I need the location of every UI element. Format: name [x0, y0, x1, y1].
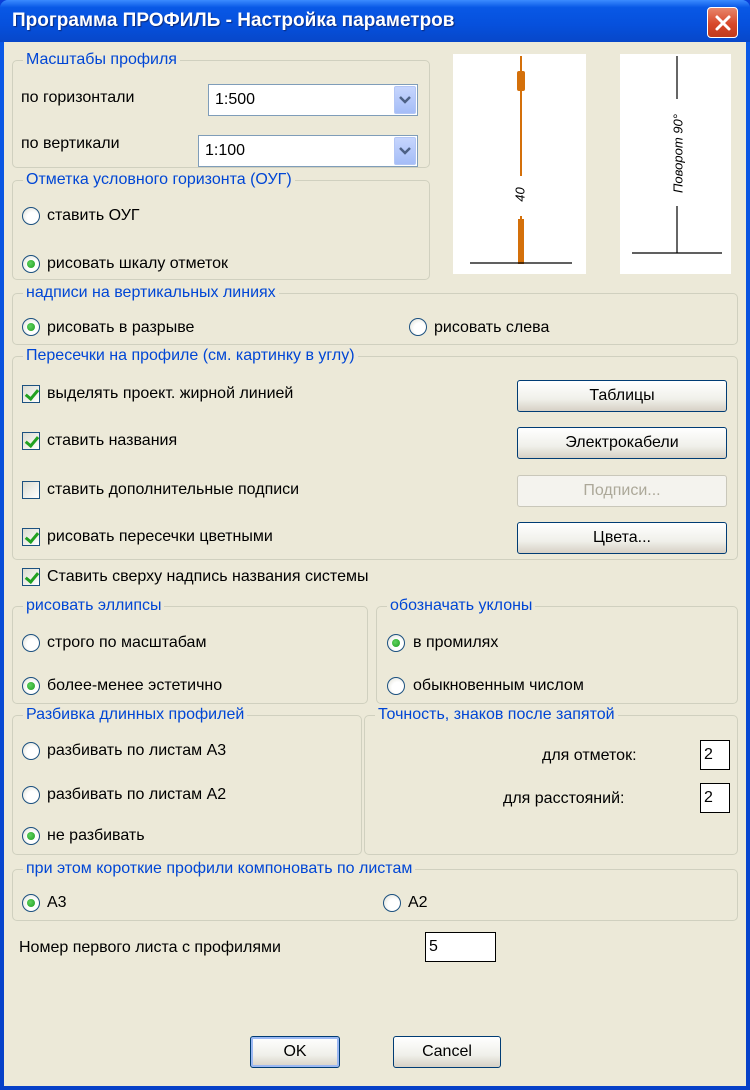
- show-names-checkbox[interactable]: [22, 432, 40, 450]
- extra-captions-checkbox[interactable]: [22, 481, 40, 499]
- split-group-label: Разбивка длинных профилей: [23, 705, 247, 725]
- no-split-label[interactable]: не разбивать: [47, 827, 145, 844]
- window-title: Программа ПРОФИЛЬ - Настройка параметров: [12, 10, 455, 31]
- short-profiles-group: [12, 860, 738, 921]
- colored-crossings-label[interactable]: рисовать пересечки цветными: [47, 528, 273, 545]
- draw-in-break-label[interactable]: рисовать в разрыве: [47, 319, 195, 336]
- oug-scale-label[interactable]: рисовать шкалу отметок: [47, 255, 229, 272]
- marks-precision-input[interactable]: 2: [700, 740, 730, 770]
- distance-precision-label: для расстояний:: [503, 790, 625, 807]
- oug-group-label: Отметка условного горизонта (ОУГ): [23, 170, 295, 190]
- slope-permille-label[interactable]: в промилях: [413, 634, 499, 651]
- preview-rotate-image: [620, 54, 731, 274]
- vertical-scale-value: 1:100: [205, 142, 246, 159]
- ellipse-strict-radio[interactable]: [22, 634, 40, 652]
- ellipse-aesthetic-radio[interactable]: [22, 677, 40, 695]
- precision-group-label: Точность, знаков после запятой: [375, 705, 618, 725]
- slopes-group-label: обозначать уклоны: [387, 596, 535, 616]
- close-icon: [714, 14, 732, 32]
- top-caption-checkbox[interactable]: [22, 568, 40, 586]
- captions-button[interactable]: Подписи...: [517, 475, 727, 507]
- show-names-label[interactable]: ставить названия: [47, 432, 178, 449]
- break-preview-label: 40: [512, 187, 528, 202]
- first-sheet-input[interactable]: 5: [425, 932, 496, 962]
- ok-button[interactable]: OK: [250, 1036, 340, 1068]
- title-bar[interactable]: [0, 0, 750, 42]
- horizontal-scale-dropdown-button[interactable]: [394, 86, 416, 114]
- extra-captions-label[interactable]: ставить дополнительные подписи: [47, 481, 300, 498]
- ellipse-strict-label[interactable]: строго по масштабам: [47, 634, 207, 651]
- preview-break-image: [453, 54, 586, 274]
- vertical-scale-dropdown-button[interactable]: [394, 137, 416, 165]
- crossings-group-label: Пересечки на профиле (см. картинку в углу): [23, 346, 358, 366]
- horizontal-scale-value: 1:500: [215, 91, 256, 108]
- split-a2-label[interactable]: разбивать по листам А2: [47, 786, 227, 803]
- marks-precision-label: для отметок:: [542, 747, 637, 764]
- oug-set-radio[interactable]: [22, 207, 40, 225]
- electrocables-button[interactable]: Электрокабели: [517, 427, 727, 459]
- no-split-radio[interactable]: [22, 827, 40, 845]
- colors-button[interactable]: Цвета...: [517, 522, 727, 554]
- split-a3-radio[interactable]: [22, 742, 40, 760]
- short-a3-label[interactable]: А3: [47, 894, 67, 911]
- slope-permille-radio[interactable]: [387, 634, 405, 652]
- short-a3-radio[interactable]: [22, 894, 40, 912]
- first-sheet-label: Номер первого листа с профилями: [19, 939, 281, 956]
- vertical-captions-group-label: надписи на вертикальных линиях: [23, 283, 279, 303]
- short-a2-radio[interactable]: [383, 894, 401, 912]
- vertical-scale-label: по вертикали: [21, 135, 120, 152]
- ellipse-aesthetic-label[interactable]: более-менее эстетично: [47, 677, 223, 694]
- close-button[interactable]: [707, 7, 738, 38]
- horizontal-scale-select[interactable]: [208, 84, 418, 116]
- slope-ordinary-label[interactable]: обыкновенным числом: [413, 677, 584, 694]
- short-profiles-group-label: при этом короткие профили компоновать по листам: [23, 859, 415, 879]
- chevron-down-icon: [399, 147, 411, 155]
- split-a3-label[interactable]: разбивать по листам А3: [47, 742, 227, 759]
- draw-left-radio[interactable]: [409, 318, 427, 336]
- cancel-button[interactable]: Cancel: [393, 1036, 501, 1068]
- oug-scale-radio[interactable]: [22, 255, 40, 273]
- tables-button[interactable]: Таблицы: [517, 380, 727, 412]
- horizontal-scale-label: по горизонтали: [21, 89, 135, 106]
- vertical-scale-select[interactable]: [198, 135, 418, 167]
- ellipses-group-label: рисовать эллипсы: [23, 596, 164, 616]
- dialog-client-area: [4, 42, 746, 1086]
- scales-group-label: Масштабы профиля: [23, 50, 180, 70]
- short-a2-label[interactable]: А2: [408, 894, 428, 911]
- bold-project-checkbox[interactable]: [22, 385, 40, 403]
- chevron-down-icon: [399, 96, 411, 104]
- slope-ordinary-radio[interactable]: [387, 677, 405, 695]
- break-preview-drawing: [453, 54, 586, 274]
- colored-crossings-checkbox[interactable]: [22, 528, 40, 546]
- oug-set-label[interactable]: ставить ОУГ: [47, 207, 140, 224]
- distance-precision-input[interactable]: 2: [700, 783, 730, 813]
- bold-project-label[interactable]: выделять проект. жирной линией: [47, 385, 294, 402]
- precision-group: [364, 706, 738, 855]
- top-caption-label[interactable]: Ставить сверху надпись названия системы: [47, 568, 369, 585]
- draw-left-label[interactable]: рисовать слева: [434, 319, 550, 336]
- draw-in-break-radio[interactable]: [22, 318, 40, 336]
- rotate-preview-label: Поворот 90°: [670, 114, 686, 193]
- split-a2-radio[interactable]: [22, 786, 40, 804]
